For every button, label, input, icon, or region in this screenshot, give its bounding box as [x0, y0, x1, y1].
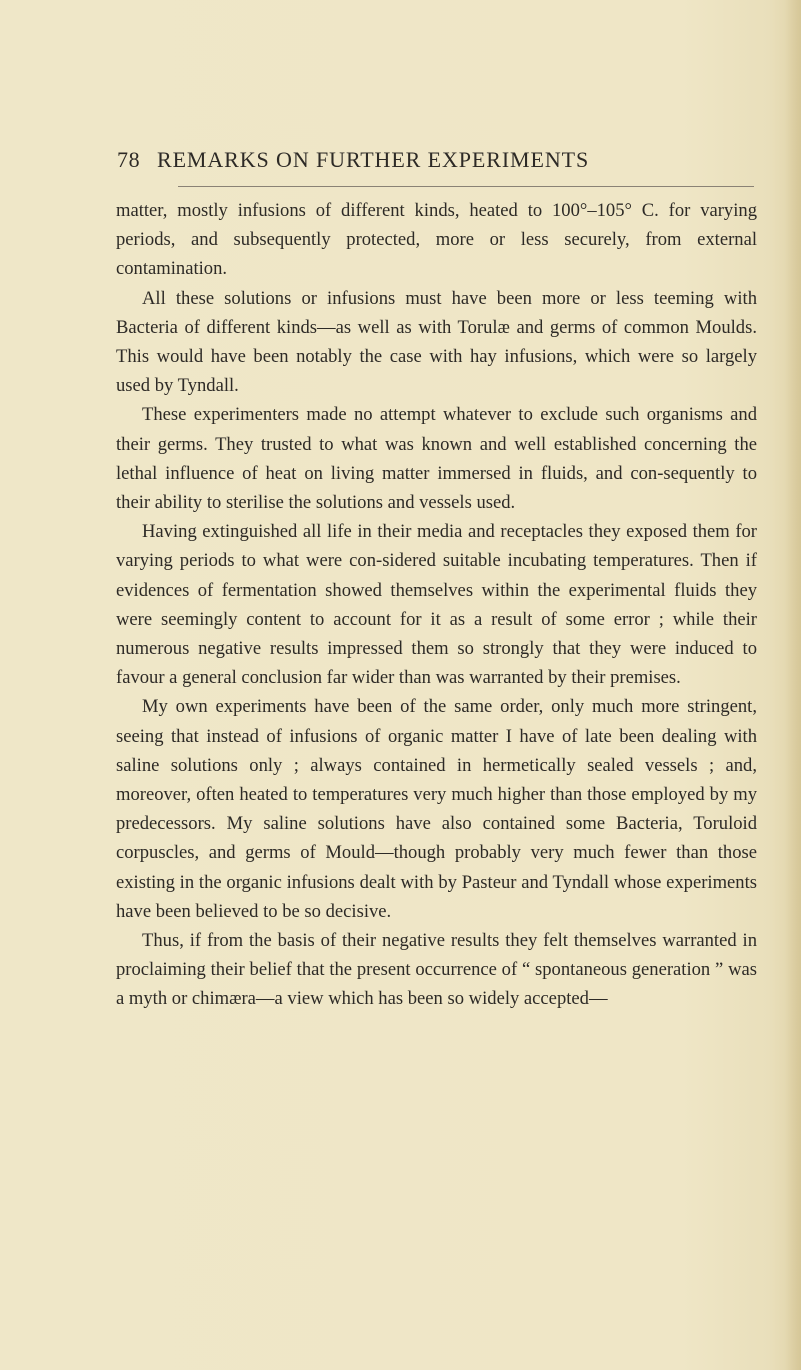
page-number: 78: [117, 147, 141, 172]
page-edge-shadow: [785, 0, 801, 1370]
paragraph-continuation: matter, mostly infusions of different kinds, heated to 100°–105° C. for varying periods, and subsequently protected, more or less securely, from external contamination.: [116, 200, 757, 280]
paragraph: Thus, if from the basis of their negative results they felt themselves warranted in proclaiming their belief that the present occurrence of “ spontaneous generation ” was a myth or chimæra—a view which has been so widely accepted—: [116, 930, 757, 1010]
paragraph: My own experiments have been of the same order, only much more stringent, seeing that instead of infusions of organic matter I have of late been dealing with saline solutions only ; always contained in hermetically sealed vessels ; and, moreover, often heated to temperatures very much higher than those employed by my predecessors. My saline solutions have also contained some Bacteria, Toruloid corpuscles, and germs of Mould—though probably very much fewer than those existing in the organic infusions dealt with by Pasteur and Tyndall whose experiments have been believed to be so decisive.: [116, 696, 757, 922]
paragraph: Having extinguished all life in their media and receptacles they exposed them for varying periods to what were con-sidered suitable incubating temperatures. Then if evidences of fermentation showed themselves within the experimental fluids they were seemingly content to account for it as a result of some error ; while their numerous negative results impressed them so strongly that they were induced to favour a general conclusion far wider than was warranted by their premises.: [116, 521, 757, 689]
running-head: [117, 147, 757, 179]
running-title: REMARKS ON FURTHER EXPERIMENTS: [157, 147, 590, 172]
paragraph: All these solutions or infusions must have been more or less teeming with Bacteria of different kinds—as well as with Torulæ and germs of common Moulds. This would have been notably the case with hay infusions, which were so largely used by Tyndall.: [116, 287, 757, 397]
body-text: [116, 196, 757, 1014]
paragraph: These experimenters made no attempt whatever to exclude such organisms and their germs. They trusted to what was known and well established concerning the lethal influence of heat on living matter immersed in fluids, and con-sequently to their ability to sterilise the solutions and vessels used.: [116, 404, 757, 514]
header-rule: [178, 186, 754, 187]
